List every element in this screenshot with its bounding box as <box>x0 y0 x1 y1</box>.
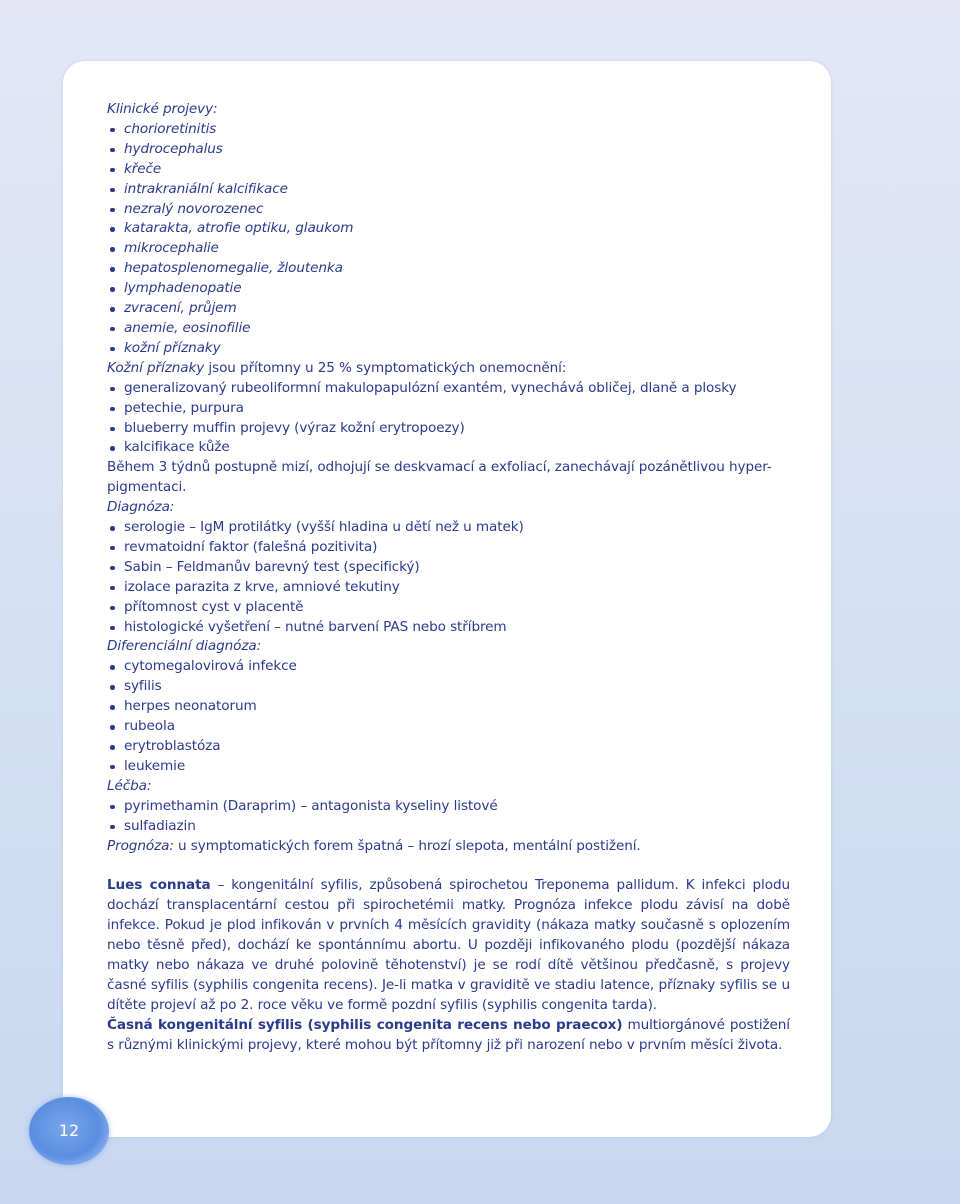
treatment-list <box>107 797 790 837</box>
list-item: syfilis <box>107 677 790 697</box>
list-item: nezralý novorozenec <box>107 200 790 220</box>
list-item: serologie – IgM protilátky (vyšší hladina u dětí než u matek) <box>107 518 790 538</box>
list-item: petechie, purpura <box>107 399 790 419</box>
early-syphilis-title: Časná kongenitální syfilis (syphilis congenita recens nebo praecox) <box>107 1016 623 1033</box>
skin-list <box>107 379 790 459</box>
clinical-heading: Klinické projevy: <box>107 101 218 117</box>
early-syphilis-paragraph <box>107 1016 790 1056</box>
list-item: mikrocephalie <box>107 239 790 259</box>
list-item: leukemie <box>107 757 790 777</box>
lues-title: Lues connata <box>107 877 211 894</box>
prognosis-label: Prognóza: <box>107 837 174 854</box>
treatment-heading: Léčba: <box>107 777 152 794</box>
list-item: generalizovaný rubeoliformní makulopapulózní exantém, vynechává obličej, dlaně a plosky <box>107 379 790 399</box>
skin-lead-text: jsou přítomny u 25 % symptomatických onemocnění: <box>204 359 567 376</box>
page-number: 12 <box>58 1121 80 1140</box>
list-item: přítomnost cyst v placentě <box>107 598 790 618</box>
diagnosis-list <box>107 518 790 637</box>
list-item: anemie, eosinofilie <box>107 319 790 339</box>
list-item: Sabin – Feldmanův barevný test (specifický) <box>107 558 790 578</box>
list-item: histologické vyšetření – nutné barvení PAS nebo stříbrem <box>107 618 790 638</box>
lues-paragraph <box>107 876 790 1015</box>
list-item: erytroblastóza <box>107 737 790 757</box>
list-item: blueberry muffin projevy (výraz kožní erytropoezy) <box>107 419 790 439</box>
skin-lead <box>107 359 790 379</box>
prognosis <box>107 837 790 857</box>
early-syphilis-text: multiorgánové postižení s různými klinickými projevy, které mohou být přítomny již při narození nebo v prvním měsíci života. <box>107 1016 790 1053</box>
list-item: lymphadenopatie <box>107 279 790 299</box>
list-item: kalcifikace kůže <box>107 438 790 458</box>
differential-heading: Diferenciální diagnóza: <box>107 638 262 655</box>
list-item: kožní příznaky <box>107 339 790 359</box>
page-content <box>107 100 790 1056</box>
differential-list <box>107 657 790 776</box>
list-item: rubeola <box>107 717 790 737</box>
list-item: hepatosplenomegalie, žloutenka <box>107 259 790 279</box>
list-item: izolace parazita z krve, amniové tekutiny <box>107 578 790 598</box>
list-item: hydrocephalus <box>107 140 790 160</box>
spacer <box>107 856 790 876</box>
skin-after-text: Během 3 týdnů postupně mizí, odhojují se deskvamací a exfoliací, zanechávají pozánětlivou hyper-pigmentaci. <box>107 459 772 496</box>
clinical-list <box>107 120 790 359</box>
diagnosis-heading: Diagnóza: <box>107 499 175 516</box>
list-item: sulfadiazin <box>107 817 790 837</box>
lues-text: – kongenitální syfilis, způsobená spirochetou Treponema pallidum. K infekci plodu dochází transplacentární cestou při spirochetémii matky. Prognóza infekce plodu závisí na době infekce. Pokud je plod infikován v prvních 4 měsících gravidity (nákaza matky současně s oplozením nebo těsně před), dochází ke spontánnímu abortu. U později infikovaného plodu (pozdější nákaza matky nebo nákaza ve druhé polovině těhotenství) je se rodí dítě většinou předčasně, s projevy časné syfilis (syphilis congenita recens). Je-li matka v graviditě ve stadiu latence, příznaky syfilis se u dítěte projeví až po 2. roce věku ve formě pozdní syfilis (syphilis congenita tarda). <box>107 877 790 1013</box>
list-item: revmatoidní faktor (falešná pozitivita) <box>107 538 790 558</box>
list-item: cytomegalovirová infekce <box>107 657 790 677</box>
list-item: intrakraniální kalcifikace <box>107 180 790 200</box>
page-number-badge <box>29 1097 109 1165</box>
prognosis-text: u symptomatických forem špatná – hrozí slepota, mentální postižení. <box>173 837 641 854</box>
list-item: herpes neonatorum <box>107 697 790 717</box>
list-item: chorioretinitis <box>107 120 790 140</box>
list-item: pyrimethamin (Daraprim) – antagonista kyseliny listové <box>107 797 790 817</box>
list-item: křeče <box>107 160 790 180</box>
list-item: zvracení, průjem <box>107 299 790 319</box>
list-item: katarakta, atrofie optiku, glaukom <box>107 219 790 239</box>
skin-lead-label: Kožní příznaky <box>107 359 205 376</box>
